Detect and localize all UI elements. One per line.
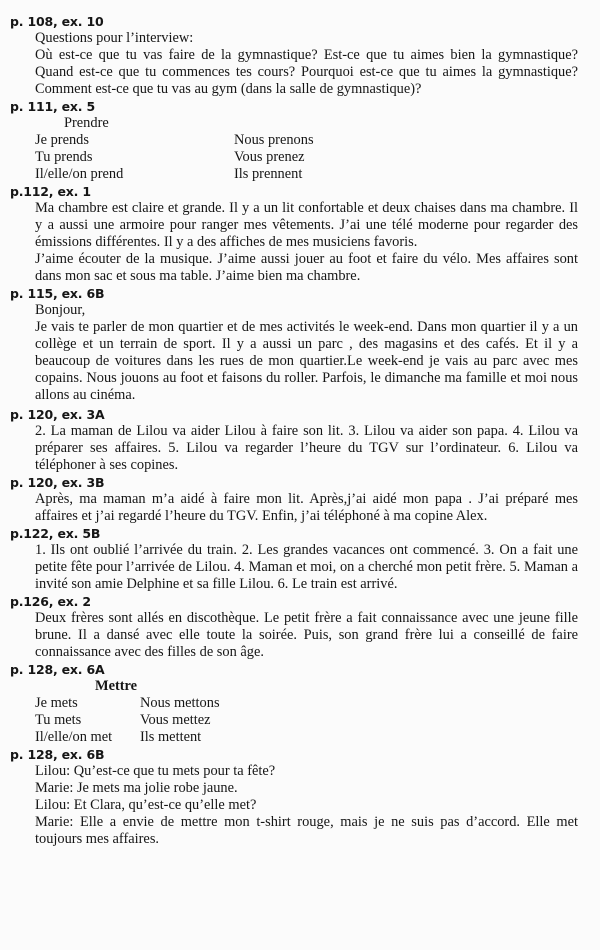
paragraph: 2. La maman de Lilou va aider Lilou à faire son lit. 3. Lilou va aider son papa. 4. Lilou va préparer ses affaires. 5. Lilou va regarder l’heure du TGV sur l’ordinateur. 6. Lilou va téléphoner à ses copines. <box>35 423 578 473</box>
exercise-ref: p. 128, ex. 6B <box>10 747 105 762</box>
paragraph: Ma chambre est claire et grande. Il y a un lit confortable et deux chaises dans ma chambre. Il y a aussi une armoire pour ranger mes vêtements. J’ai une télé moderne pour regarder des émissions différentes. Il y a des affiches de mes musiciens favoris. <box>35 200 578 250</box>
verb-title: Mettre <box>95 678 138 694</box>
dialogue-line: Lilou: Qu’est-ce que tu mets pour ta fête? <box>35 763 276 779</box>
conjugation-cell: Vous mettez <box>140 712 211 728</box>
conjugation-cell: Je mets <box>35 695 78 711</box>
conjugation-cell: Tu prends <box>35 149 93 165</box>
conjugation-cell: Ils mettent <box>140 729 202 745</box>
exercise-ref: p.112, ex. 1 <box>10 184 91 199</box>
exercise-ref: p. 111, ex. 5 <box>10 99 95 114</box>
conjugation-cell: Je prends <box>35 132 89 148</box>
exercise-ref: p.126, ex. 2 <box>10 594 91 609</box>
verb-title: Prendre <box>64 115 109 131</box>
conjugation-cell: Nous mettons <box>140 695 220 711</box>
greeting: Bonjour, <box>35 302 86 318</box>
paragraph: Où est-ce que tu vas faire de la gymnastique? Est-ce que tu aimes bien la gymnastique? Quand est-ce que tu commences tes cours? Pourquoi est-ce que tu aimes la gymnastique? Comment est-ce que tu vas au gym (dans la salle de gymnastique)? <box>35 47 578 97</box>
conjugation-cell: Ils prennent <box>234 166 303 182</box>
text-line: Questions pour l’interview: <box>35 30 194 46</box>
paragraph: Deux frères sont allés en discothèque. Le petit frère a fait connaissance avec une jeune fille brune. Il a dansé avec elle toute la soirée. Puis, son grand frère lui a conseillé de faire connaissance avec des filles de son âge. <box>35 610 578 660</box>
paragraph: Je vais te parler de mon quartier et de mes activités le week-end. Dans mon quartier il y a un collège et un terrain de sport. Il y a aussi un parc , des magasins et des cafés. Et il y a beaucoup de voitures dans les rues de mon quartier.Le week-end je vais au parc avec mes copains. Nous jouons au foot et faisons du roller. Parfois, le dimanche ma famille et moi nous allons au cinéma. <box>35 319 578 403</box>
paragraph: J’aime écouter de la musique. J’aime aussi jouer au foot et faire du vélo. Mes affaires sont dans mon sac et sous ma table. J’aime bien ma chambre. <box>35 251 578 284</box>
paragraph: 1. Ils ont oublié l’arrivée du train. 2. Les grandes vacances ont commencé. 3. On a fait une petite fête pour l’arrivée de Lilou. 4. Maman et moi, on a cherché mon petit frère. 5. Maman a invité son amie Delphine et sa fille Lilou. 6. Le train est arrivé. <box>35 542 578 592</box>
conjugation-cell: Il/elle/on met <box>35 729 113 745</box>
dialogue-line: Marie: Elle a envie de mettre mon t-shirt rouge, mais je ne suis pas d’accord. Elle met toujours mes affaires. <box>35 814 578 847</box>
conjugation-table <box>35 132 600 183</box>
exercise-ref: p. 115, ex. 6B <box>10 286 105 301</box>
exercise-ref: p. 120, ex. 3A <box>10 407 105 422</box>
paragraph: Après, ma maman m’a aidé à faire mon lit. Après,j’ai aidé mon papa . J’ai préparé mes affaires et j’ai regardé l’heure du TGV. Enfin, j’ai téléphoné à ma copine Alex. <box>35 491 578 524</box>
conjugation-cell: Il/elle/on prend <box>35 166 124 182</box>
exercise-ref: p.122, ex. 5B <box>10 526 101 541</box>
conjugation-cell: Tu mets <box>35 712 82 728</box>
exercise-ref: p. 120, ex. 3B <box>10 475 105 490</box>
dialogue-line: Marie: Je mets ma jolie robe jaune. <box>35 780 238 796</box>
conjugation-table <box>35 695 600 746</box>
exercise-ref: p. 108, ex. 10 <box>10 14 104 29</box>
dialogue-line: Lilou: Et Clara, qu’est-ce qu’elle met? <box>35 797 257 813</box>
conjugation-cell: Vous prenez <box>234 149 305 165</box>
exercise-ref: p. 128, ex. 6A <box>10 662 105 677</box>
conjugation-cell: Nous prenons <box>234 132 314 148</box>
